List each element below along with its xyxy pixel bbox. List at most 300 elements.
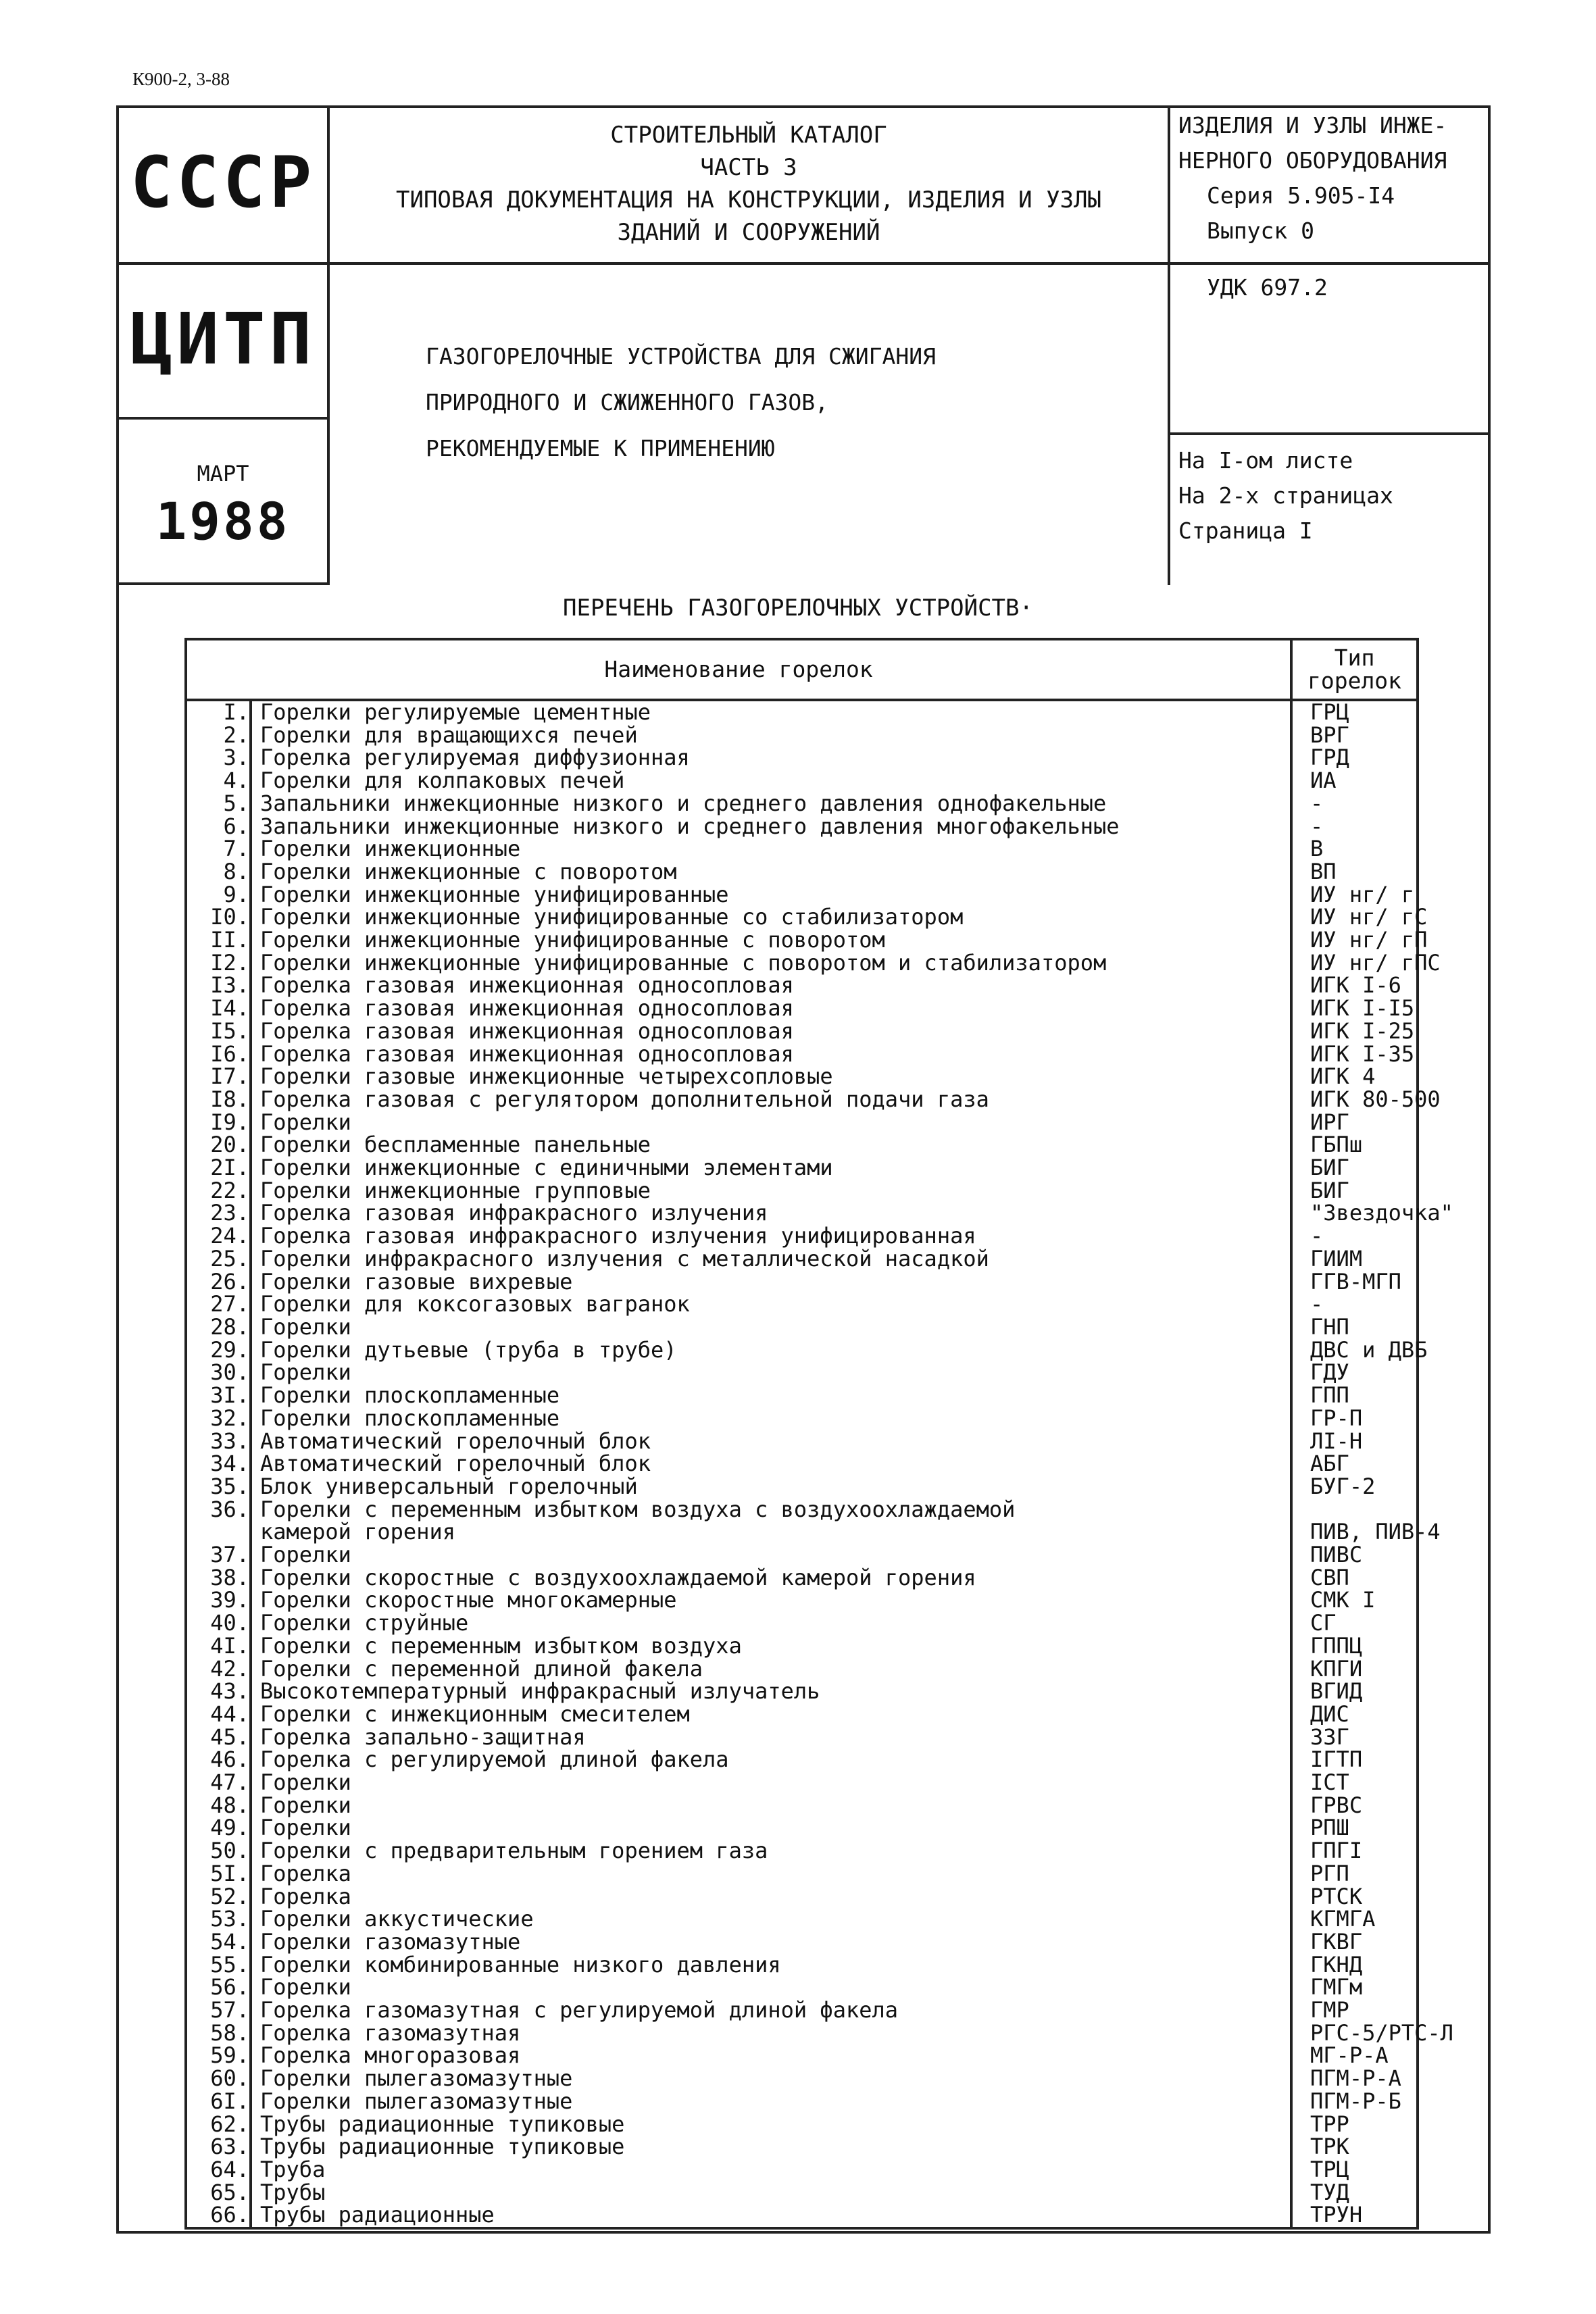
row-number: I8. [186, 1088, 251, 1111]
table-header-row [186, 639, 1418, 700]
burner-name: Горелка регулируемая диффузионная [251, 747, 1291, 770]
burner-type: ТРР [1291, 2113, 1418, 2136]
header-divider-right [1168, 105, 1170, 585]
burner-type: - [1291, 1225, 1418, 1248]
row-number: 47. [186, 1771, 251, 1794]
table-row [186, 1180, 1418, 1203]
burner-name: Горелки для колпаковых печей [251, 770, 1291, 793]
burner-type: ГПП [1291, 1384, 1418, 1407]
row-number: 5I. [186, 1863, 251, 1886]
table-body [186, 699, 1453, 2228]
table-row [186, 1476, 1418, 1499]
burner-name: Автоматический горелочный блок [251, 1430, 1291, 1453]
burner-type: МГ-Р-А [1291, 2044, 1418, 2067]
burner-name: Горелки пылегазомазутные [251, 2067, 1291, 2090]
table-row [186, 724, 1418, 747]
table-row [186, 1840, 1418, 1863]
row-number: 6I. [186, 2090, 251, 2113]
burner-type: ПГМ-Р-А [1291, 2067, 1418, 2090]
burner-type: ИГК I-35 [1291, 1043, 1418, 1066]
table-row [186, 2204, 1418, 2228]
burner-type: ГППЦ [1291, 1635, 1418, 1658]
row-number: 57. [186, 1999, 251, 2022]
table-row [186, 952, 1418, 975]
row-number: I3. [186, 974, 251, 997]
burner-name: Горелки инжекционные унифицированные [251, 884, 1291, 907]
row-number: 42. [186, 1658, 251, 1681]
table-row [186, 1361, 1418, 1384]
burner-name: Горелки регулируемые цементные [251, 700, 1291, 724]
burner-type: ГИИМ [1291, 1248, 1418, 1271]
burner-name: Горелки [251, 1771, 1291, 1794]
row-number: 4I. [186, 1635, 251, 1658]
section-block [1178, 108, 1489, 249]
table-row [186, 1453, 1418, 1476]
table-row [186, 1658, 1418, 1681]
table-row [186, 700, 1418, 724]
udk-code: УДК 697.2 [1207, 274, 1328, 301]
burner-name: Горелка запально-защитная [251, 1726, 1291, 1749]
table-row [186, 1999, 1418, 2022]
table-row [186, 1954, 1418, 1977]
burner-type: ГР-П [1291, 1407, 1418, 1430]
list-title: ПЕРЕЧЕНЬ ГАЗОГОРЕЛОЧНЫХ УСТРОЙСТВ· [563, 595, 1033, 622]
table-row [186, 747, 1418, 770]
burner-type: ВГИД [1291, 1680, 1418, 1703]
burner-name: Горелка многоразовая [251, 2044, 1291, 2067]
burner-name: Запальники инжекционные низкого и среднего давления многофакельные [251, 815, 1291, 838]
table-row [186, 1111, 1418, 1134]
burner-type: ГКВГ [1291, 1931, 1418, 1954]
row-number: 55. [186, 1954, 251, 1977]
row-number: 56. [186, 1976, 251, 1999]
title-line: ГАЗОГОРЕЛОЧНЫЕ УСТРОЙСТВА ДЛЯ СЖИГАНИЯ [426, 343, 936, 370]
table-row [186, 1635, 1418, 1658]
burner-name: Горелки для коксогазовых вагранок [251, 1293, 1291, 1316]
burner-name: Горелки скоростные многокамерные [251, 1589, 1291, 1612]
row-number: 44. [186, 1703, 251, 1726]
header-divider-left-lower [116, 417, 330, 420]
burner-name: Горелки инжекционные с поворотом [251, 861, 1291, 884]
document-code: К900-2, 3-88 [132, 69, 230, 89]
burner-name: Горелка газомазутная с регулируемой длиной факела [251, 1999, 1291, 2022]
table-row [186, 2136, 1418, 2159]
burner-type: ИУ нг/ гПС [1291, 952, 1418, 975]
row-number: 49. [186, 1817, 251, 1840]
sheet-info [1178, 443, 1489, 549]
table-row [186, 1225, 1418, 1248]
burner-name: Высокотемпературный инфракрасный излучатель [251, 1680, 1291, 1703]
table-row [186, 1430, 1418, 1453]
row-number: 9. [186, 884, 251, 907]
burner-type: ИУ нг/ гС [1291, 906, 1418, 929]
burner-type: ГРВС [1291, 1794, 1418, 1817]
burner-type: СГ [1291, 1612, 1418, 1635]
row-number: 37. [186, 1544, 251, 1567]
row-number: 62. [186, 2113, 251, 2136]
burner-name: Горелка газовая инжекционная односопловая [251, 1020, 1291, 1043]
burner-name: Горелка [251, 1863, 1291, 1886]
burner-type: ГНП [1291, 1316, 1418, 1339]
row-number: 3. [186, 747, 251, 770]
table-row [186, 1771, 1418, 1794]
row-number: 46. [186, 1749, 251, 1771]
burner-type: ПИВС [1291, 1544, 1418, 1567]
sheet-line: Страница I [1178, 518, 1313, 544]
table-row [186, 1134, 1418, 1157]
title-line: РЕКОМЕНДУЕМЫЕ К ПРИМЕНЕНИЮ [426, 435, 775, 461]
burner-name: Трубы радиационные тупиковые [251, 2113, 1291, 2136]
burner-type [1291, 1499, 1418, 1521]
row-number: 66. [186, 2204, 251, 2228]
burner-type: - [1291, 815, 1418, 838]
table-row [186, 2113, 1418, 2136]
burner-name: Горелки с инжекционным смесителем [251, 1703, 1291, 1726]
section-line: НЕРНОГО ОБОРУДОВАНИЯ [1178, 147, 1447, 174]
header-divider-bottom-left [116, 582, 330, 585]
burner-name: Трубы [251, 2182, 1291, 2205]
row-number: I5. [186, 1020, 251, 1043]
table-row [186, 1931, 1418, 1954]
burner-type: СВП [1291, 1567, 1418, 1590]
burner-name: Блок универсальный горелочный [251, 1476, 1291, 1499]
burner-type: ГПГI [1291, 1840, 1418, 1863]
table-row [186, 1248, 1418, 1271]
burner-name: Горелки комбинированные низкого давления [251, 1954, 1291, 1977]
table-row [186, 1088, 1418, 1111]
burner-type: ТРУН [1291, 2204, 1418, 2228]
row-number: 2. [186, 724, 251, 747]
issue-label: Выпуск 0 [1207, 218, 1314, 244]
row-number: 39. [186, 1589, 251, 1612]
row-number: 59. [186, 2044, 251, 2067]
burner-name: Горелки с переменным избытком воздуха [251, 1635, 1291, 1658]
burner-name: камерой горения [251, 1521, 1291, 1544]
column-header-type-line1: Тип [1334, 645, 1375, 671]
row-number: 36. [186, 1499, 251, 1521]
table-row [186, 1680, 1418, 1703]
burner-type: ЛI-Н [1291, 1430, 1418, 1453]
series-label: Серия 5.905-I4 [1207, 182, 1395, 209]
burner-name: Горелки плоскопламенные [251, 1384, 1291, 1407]
burner-type: ПИВ, ПИВ-4 [1291, 1521, 1418, 1544]
burner-name: Автоматический горелочный блок [251, 1453, 1291, 1476]
row-number: 35. [186, 1476, 251, 1499]
burner-type: ГРЦ [1291, 700, 1418, 724]
burner-name: Горелка с регулируемой длиной факела [251, 1749, 1291, 1771]
row-number: 22. [186, 1180, 251, 1203]
burner-type: ДВС и ДВБ [1291, 1339, 1418, 1362]
burner-type: ГДУ [1291, 1361, 1418, 1384]
burner-type: ВП [1291, 861, 1418, 884]
table-row [186, 838, 1418, 861]
row-number: 40. [186, 1612, 251, 1635]
burner-type: ИРГ [1291, 1111, 1418, 1134]
burner-name: Горелки газомазутные [251, 1931, 1291, 1954]
section-line: ИЗДЕЛИЯ И УЗЛЫ ИНЖЕ- [1178, 112, 1447, 139]
burner-name: Горелка газовая инфракрасного излучения [251, 1202, 1291, 1225]
table-row [186, 2090, 1418, 2113]
burner-name: Горелки с переменным избытком воздуха с воздухоохлаждаемой [251, 1499, 1291, 1521]
row-number: 7. [186, 838, 251, 861]
burner-type: ЗЗГ [1291, 1726, 1418, 1749]
row-number: 25. [186, 1248, 251, 1271]
burner-type: ТРЦ [1291, 2159, 1418, 2182]
burner-type: "Звездочка" [1291, 1202, 1418, 1225]
table-row [186, 1544, 1418, 1567]
burner-type: ГБПш [1291, 1134, 1418, 1157]
burner-name: Горелки [251, 1111, 1291, 1134]
burner-type: IГТП [1291, 1749, 1418, 1771]
header-divider-right-lower [1168, 432, 1491, 435]
burner-type: ТУД [1291, 2182, 1418, 2205]
burner-name: Горелки [251, 1361, 1291, 1384]
burner-type: ИУ нг/ г [1291, 884, 1418, 907]
burner-type: ИГК I-25 [1291, 1020, 1418, 1043]
burner-name: Горелки аккустические [251, 1908, 1291, 1931]
burner-type: РТСК [1291, 1886, 1418, 1909]
table-row [186, 1749, 1418, 1771]
burner-name: Горелки инжекционные групповые [251, 1180, 1291, 1203]
burner-name: Горелки струйные [251, 1612, 1291, 1635]
burner-name: Горелка газомазутная [251, 2022, 1291, 2045]
burner-type: СМК I [1291, 1589, 1418, 1612]
burner-name: Горелки [251, 1316, 1291, 1339]
burner-name: Горелки инжекционные [251, 838, 1291, 861]
row-number: I. [186, 700, 251, 724]
table-row [186, 1886, 1418, 1909]
table-row [186, 2044, 1418, 2067]
row-number: 65. [186, 2182, 251, 2205]
row-number: 48. [186, 1794, 251, 1817]
burner-type: ИГК 4 [1291, 1065, 1418, 1088]
table-row [186, 1043, 1418, 1066]
row-number: 26. [186, 1271, 251, 1294]
burner-type: РГП [1291, 1863, 1418, 1886]
burner-type: ТРК [1291, 2136, 1418, 2159]
table-row [186, 1157, 1418, 1180]
row-number [186, 1521, 251, 1544]
burner-name: Труба [251, 2159, 1291, 2182]
row-number: 2I. [186, 1157, 251, 1180]
burner-name: Запальники инжекционные низкого и среднего давления однофакельные [251, 793, 1291, 815]
row-number: 5. [186, 793, 251, 815]
row-number: 60. [186, 2067, 251, 2090]
table-row [186, 974, 1418, 997]
row-number: 33. [186, 1430, 251, 1453]
burner-name: Горелки пылегазомазутные [251, 2090, 1291, 2113]
table-row [186, 884, 1418, 907]
table-row [186, 1567, 1418, 1590]
table-row [186, 1065, 1418, 1088]
burner-name: Горелки инжекционные унифицированные с поворотом [251, 929, 1291, 952]
table-row [186, 2182, 1418, 2205]
table-row [186, 1384, 1418, 1407]
burner-name: Горелки с предварительным горением газа [251, 1840, 1291, 1863]
table-row [186, 770, 1418, 793]
row-number: 23. [186, 1202, 251, 1225]
burner-name: Горелки с переменной длиной факела [251, 1658, 1291, 1681]
burner-name: Горелки инфракрасного излучения с металлической насадкой [251, 1248, 1291, 1271]
table-row [186, 1521, 1418, 1544]
row-number: 24. [186, 1225, 251, 1248]
burner-type: ДИС [1291, 1703, 1418, 1726]
catalog-line: ЧАСТЬ 3 [700, 154, 797, 181]
burner-type: ИГК I-6 [1291, 974, 1418, 997]
burner-type: ВРГ [1291, 724, 1418, 747]
table-row [186, 1020, 1418, 1043]
burner-name: Трубы радиационные [251, 2204, 1291, 2228]
burner-type: В [1291, 838, 1418, 861]
burner-type: КГМГА [1291, 1908, 1418, 1931]
burner-name: Горелка газовая инжекционная односопловая [251, 1043, 1291, 1066]
row-number: I4. [186, 997, 251, 1020]
burner-name: Горелка газовая инжекционная односопловая [251, 974, 1291, 997]
org-ussr: СССР [130, 141, 316, 224]
catalog-line: СТРОИТЕЛЬНЫЙ КАТАЛОГ [610, 122, 887, 149]
table-row [186, 1589, 1418, 1612]
org-citp: ЦИТП [130, 298, 316, 380]
burner-name: Горелка газовая инжекционная односопловая [251, 997, 1291, 1020]
burner-name: Горелки скоростные с воздухоохлаждаемой камерой горения [251, 1567, 1291, 1590]
burner-type: ПГМ-Р-Б [1291, 2090, 1418, 2113]
burner-type: ГРД [1291, 747, 1418, 770]
row-number: I7. [186, 1065, 251, 1088]
row-number: 50. [186, 1840, 251, 1863]
table-row [186, 1271, 1418, 1294]
table-row [186, 1316, 1418, 1339]
burner-name: Горелки [251, 1976, 1291, 1999]
table-row [186, 2067, 1418, 2090]
issue-month: МАРТ [197, 461, 249, 486]
burner-name: Горелки инжекционные унифицированные с поворотом и стабилизатором [251, 952, 1291, 975]
burner-type: - [1291, 793, 1418, 815]
table-row [186, 1817, 1418, 1840]
burner-name: Трубы радиационные тупиковые [251, 2136, 1291, 2159]
table-row [186, 815, 1418, 838]
burner-name: Горелки [251, 1817, 1291, 1840]
table-row [186, 997, 1418, 1020]
burner-type: ГМР [1291, 1999, 1418, 2022]
row-number: 43. [186, 1680, 251, 1703]
burner-name: Горелки беспламенные панельные [251, 1134, 1291, 1157]
burner-type: РПШ [1291, 1817, 1418, 1840]
table-row [186, 1407, 1418, 1430]
table-row [186, 2022, 1418, 2045]
row-number: II. [186, 929, 251, 952]
table-row [186, 1339, 1418, 1362]
catalog-line: ТИПОВАЯ ДОКУМЕНТАЦИЯ НА КОНСТРУКЦИИ, ИЗДЕЛИЯ И УЗЛЫ [396, 186, 1101, 213]
burner-name: Горелки инжекционные унифицированные со стабилизатором [251, 906, 1291, 929]
row-number: I2. [186, 952, 251, 975]
burner-type: ГМГм [1291, 1976, 1418, 1999]
row-number: 30. [186, 1361, 251, 1384]
table-row [186, 1908, 1418, 1931]
catalog-line: ЗДАНИЙ И СООРУЖЕНИЙ [617, 219, 880, 246]
burner-name: Горелки инжекционные с единичными элементами [251, 1157, 1291, 1180]
burner-type: - [1291, 1293, 1418, 1316]
burner-type: ИГК 80-500 [1291, 1088, 1418, 1111]
table-row [186, 1499, 1418, 1521]
burner-name: Горелки газовые вихревые [251, 1271, 1291, 1294]
row-number: I0. [186, 906, 251, 929]
issue-year: 1988 [155, 491, 291, 551]
row-number: 3I. [186, 1384, 251, 1407]
header-divider-mid [116, 262, 1491, 265]
row-number: 63. [186, 2136, 251, 2159]
burner-type: БИГ [1291, 1180, 1418, 1203]
burners-table [184, 638, 1453, 2230]
row-number: 53. [186, 1908, 251, 1931]
row-number: 8. [186, 861, 251, 884]
column-header-name: Наименование горелок [186, 639, 1291, 700]
burner-type: ИГК I-I5 [1291, 997, 1418, 1020]
table-row [186, 1976, 1418, 1999]
burner-type: АБГ [1291, 1453, 1418, 1476]
table-row [186, 1863, 1418, 1886]
row-number: 52. [186, 1886, 251, 1909]
burner-name: Горелки [251, 1544, 1291, 1567]
burner-name: Горелки дутьевые (труба в трубе) [251, 1339, 1291, 1362]
burner-type: ИА [1291, 770, 1418, 793]
burner-type: КПГИ [1291, 1658, 1418, 1681]
burner-name: Горелка газовая с регулятором дополнительной подачи газа [251, 1088, 1291, 1111]
table-row [186, 1703, 1418, 1726]
table-row [186, 1202, 1418, 1225]
table-row [186, 929, 1418, 952]
burner-name: Горелки плоскопламенные [251, 1407, 1291, 1430]
row-number: 20. [186, 1134, 251, 1157]
table-row [186, 1794, 1418, 1817]
row-number: 32. [186, 1407, 251, 1430]
burner-type: БУГ-2 [1291, 1476, 1418, 1499]
document-title [426, 334, 1155, 472]
row-number: 27. [186, 1293, 251, 1316]
row-number: 28. [186, 1316, 251, 1339]
row-number: 54. [186, 1931, 251, 1954]
burner-name: Горелки для вращающихся печей [251, 724, 1291, 747]
table-row [186, 861, 1418, 884]
column-header-type [1291, 639, 1418, 700]
sheet-line: На 2-х страницах [1178, 482, 1393, 509]
row-number: 6. [186, 815, 251, 838]
burner-type: ИУ нг/ гП [1291, 929, 1418, 952]
burner-type: БИГ [1291, 1157, 1418, 1180]
row-number: 38. [186, 1567, 251, 1590]
catalog-header [330, 119, 1168, 249]
burner-name: Горелки газовые инжекционные четырехсопловые [251, 1065, 1291, 1088]
row-number: 34. [186, 1453, 251, 1476]
table-row [186, 793, 1418, 815]
table-row [186, 1726, 1418, 1749]
burner-name: Горелки [251, 1794, 1291, 1817]
table-row [186, 1612, 1418, 1635]
burner-type: ГКНД [1291, 1954, 1418, 1977]
row-number: 64. [186, 2159, 251, 2182]
burner-type: ГГВ-МГП [1291, 1271, 1418, 1294]
burner-type: РГС-5/РТС-Л [1291, 2022, 1418, 2045]
burner-name: Горелка газовая инфракрасного излучения унифицированная [251, 1225, 1291, 1248]
burner-name: Горелка [251, 1886, 1291, 1909]
row-number: 58. [186, 2022, 251, 2045]
table-row [186, 2159, 1418, 2182]
row-number: I6. [186, 1043, 251, 1066]
row-number: 45. [186, 1726, 251, 1749]
row-number: 29. [186, 1339, 251, 1362]
row-number: I9. [186, 1111, 251, 1134]
table-row [186, 1293, 1418, 1316]
column-header-type-line2: горелок [1307, 668, 1402, 694]
